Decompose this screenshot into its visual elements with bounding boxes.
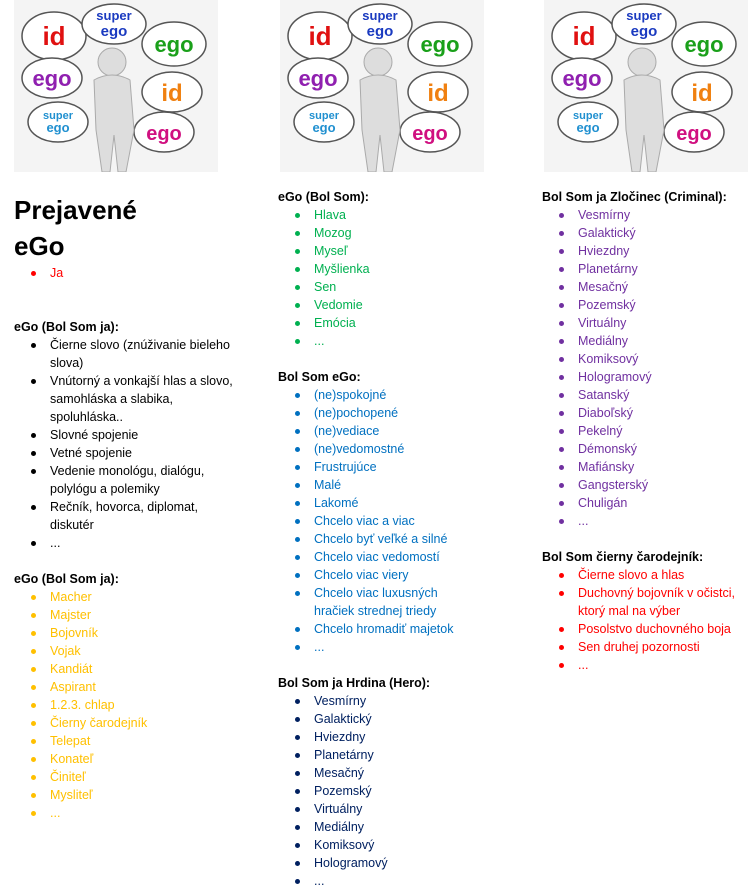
column-3	[542, 188, 754, 674]
section-heading: eGo (Bol Som ja):	[14, 572, 119, 586]
ego-image-2	[280, 0, 484, 172]
svg-text:ego: ego	[32, 66, 72, 91]
list-item: Satanský	[578, 386, 754, 404]
svg-text:super: super	[573, 110, 603, 122]
list-item: (ne)pochopené	[314, 404, 478, 422]
section-list	[542, 566, 754, 674]
list-item: Hlava	[314, 206, 478, 224]
list-item: Frustrujúce	[314, 458, 478, 476]
list-item: Komiksový	[314, 836, 478, 854]
list-item: Čierne slovo a hlas	[578, 566, 754, 584]
section-list	[278, 206, 478, 350]
list-item: Chcelo viac viery	[314, 566, 478, 584]
section-list	[14, 336, 236, 552]
list-item: Chcelo byť veľké a silné	[314, 530, 478, 548]
section-heading: eGo (Bol Som):	[278, 190, 369, 204]
list-item: Pozemský	[578, 296, 754, 314]
list-item: Vojak	[50, 642, 236, 660]
list-item: Hviezdny	[578, 242, 754, 260]
list-item: Posolstvo duchovného boja	[578, 620, 754, 638]
svg-text:super: super	[362, 8, 398, 23]
list-item: Hologramový	[314, 854, 478, 872]
list-item: ...	[314, 872, 478, 890]
list-item: Mesačný	[578, 278, 754, 296]
list-item: (ne)vediace	[314, 422, 478, 440]
list-item: Sen druhej pozornosti	[578, 638, 754, 656]
list-item: Kandiát	[50, 660, 236, 678]
list-item: Vesmírny	[314, 692, 478, 710]
list-item: Mediálny	[578, 332, 754, 350]
list-item: Majster	[50, 606, 236, 624]
list-item: Virtuálny	[314, 800, 478, 818]
svg-text:ego: ego	[366, 23, 394, 40]
list-item: Čierny čarodejník	[50, 714, 236, 732]
svg-text:ego: ego	[154, 32, 194, 57]
list-item: (ne)spokojné	[314, 386, 478, 404]
ego-image-3	[544, 0, 748, 172]
list-item: Mediálny	[314, 818, 478, 836]
svg-text:super: super	[43, 110, 73, 122]
list-item: Telepat	[50, 732, 236, 750]
list-item: ...	[314, 638, 478, 656]
list-item: Vedenie monológu, dialógu, polylógu a polemiky	[50, 462, 236, 498]
list-item: Bojovník	[50, 624, 236, 642]
list-item: Galaktický	[314, 710, 478, 728]
svg-text:ego: ego	[630, 23, 658, 40]
svg-text:super: super	[96, 8, 132, 23]
list-item: Gangsterský	[578, 476, 754, 494]
list-item: Ja	[50, 264, 236, 282]
list-item: Mafiánsky	[578, 458, 754, 476]
list-item: Chcelo hromadiť majetok	[314, 620, 478, 638]
column-2	[278, 188, 478, 890]
list-item: Chuligán	[578, 494, 754, 512]
list-item: Lakomé	[314, 494, 478, 512]
list-item: Hviezdny	[314, 728, 478, 746]
ego-thought-clouds-image	[544, 0, 748, 172]
section-heading: Bol Som ja Zločinec (Criminal):	[542, 190, 727, 204]
svg-text:ego: ego	[312, 120, 336, 135]
list-item: 1.2.3. chlap	[50, 696, 236, 714]
svg-text:ego: ego	[298, 66, 338, 91]
svg-text:super: super	[309, 110, 339, 122]
list-item: Emócia	[314, 314, 478, 332]
svg-text:ego: ego	[562, 66, 602, 91]
list-item: Myšlienka	[314, 260, 478, 278]
svg-text:id: id	[691, 80, 713, 107]
list-item: Virtuálny	[578, 314, 754, 332]
list-item: Mozog	[314, 224, 478, 242]
list-item: Démonský	[578, 440, 754, 458]
list-item: Chcelo viac a viac	[314, 512, 478, 530]
svg-text:id: id	[161, 80, 183, 107]
svg-text:super: super	[626, 8, 662, 23]
list-item: Slovné spojenie	[50, 426, 236, 444]
section-heading: Bol Som ja Hrdina (Hero):	[278, 676, 431, 690]
ego-thought-clouds-image	[14, 0, 218, 172]
list-item: Myseľ	[314, 242, 478, 260]
list-item: ...	[50, 804, 236, 822]
svg-text:ego: ego	[412, 123, 448, 145]
list-item: Galaktický	[578, 224, 754, 242]
list-item: Duchovný bojovník v očistci, ktorý mal na výber	[578, 584, 754, 620]
ego-image-1	[14, 0, 218, 172]
svg-text:ego: ego	[46, 120, 70, 135]
section-list	[14, 588, 236, 822]
list-item: Vedomie	[314, 296, 478, 314]
list-item: Rečník, hovorca, diplomat, diskutér	[50, 498, 236, 534]
list-item: ...	[578, 512, 754, 530]
list-item: ...	[50, 534, 236, 552]
list-item: Sen	[314, 278, 478, 296]
section-heading: Bol Som čierny čarodejník:	[542, 550, 704, 564]
list-item: Konateľ	[50, 750, 236, 768]
svg-text:id: id	[42, 21, 66, 51]
list-item: Chcelo viac luxusných hračiek strednej triedy	[314, 584, 478, 620]
svg-text:ego: ego	[684, 32, 724, 57]
intro-list	[14, 264, 236, 282]
svg-text:id: id	[308, 21, 332, 51]
list-item: Komiksový	[578, 350, 754, 368]
svg-text:ego: ego	[100, 23, 128, 40]
list-item: Vnútorný a vonkajší hlas a slovo, samohláska a slabika, spoluhláska..	[50, 372, 236, 426]
list-item: ...	[578, 656, 754, 674]
section-list	[542, 206, 754, 530]
svg-text:id: id	[427, 80, 449, 107]
list-item: Vetné spojenie	[50, 444, 236, 462]
list-item: Macher	[50, 588, 236, 606]
list-item: Mysliteľ	[50, 786, 236, 804]
section-heading: eGo (Bol Som ja):	[14, 320, 119, 334]
list-item: Planetárny	[578, 260, 754, 278]
list-item: Mesačný	[314, 764, 478, 782]
list-item: Malé	[314, 476, 478, 494]
svg-text:id: id	[572, 21, 596, 51]
list-item: Vesmírny	[578, 206, 754, 224]
section-heading: Bol Som eGo:	[278, 370, 361, 384]
list-item: Hologramový	[578, 368, 754, 386]
list-item: Pozemský	[314, 782, 478, 800]
ego-thought-clouds-image	[280, 0, 484, 172]
list-item: Čierne slovo (znúživanie bieleho slova)	[50, 336, 236, 372]
section-list	[278, 386, 478, 656]
column-1	[14, 192, 236, 822]
svg-text:ego: ego	[146, 123, 182, 145]
list-item: (ne)vedomostné	[314, 440, 478, 458]
list-item: Pekelný	[578, 422, 754, 440]
list-item: ...	[314, 332, 478, 350]
list-item: Činiteľ	[50, 768, 236, 786]
list-item: Aspirant	[50, 678, 236, 696]
list-item: Diaboľský	[578, 404, 754, 422]
list-item: Chcelo viac vedomostí	[314, 548, 478, 566]
svg-text:ego: ego	[676, 123, 712, 145]
svg-text:ego: ego	[420, 32, 460, 57]
page-title: Prejavené eGo	[14, 195, 137, 261]
section-list	[278, 692, 478, 890]
svg-text:ego: ego	[576, 120, 600, 135]
list-item: Planetárny	[314, 746, 478, 764]
